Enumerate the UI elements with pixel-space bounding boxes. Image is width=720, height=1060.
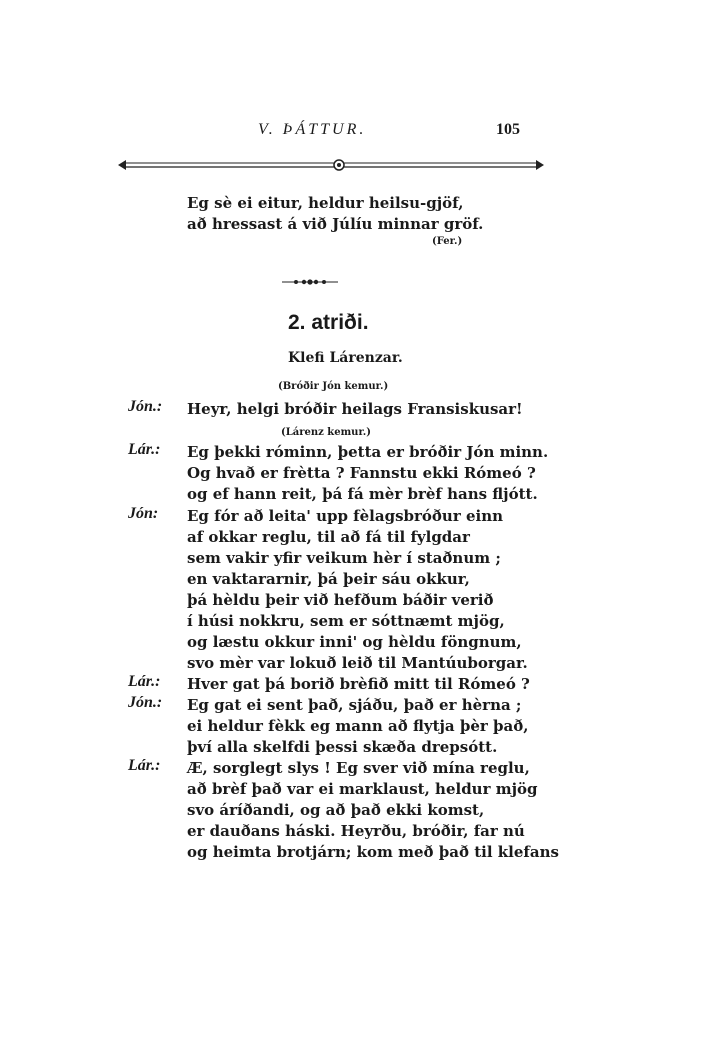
dialogue-line: svo mèr var lokuð leið til Mantúuborgar. <box>187 654 528 672</box>
dialogue-line: þá hèldu þeir við hefðum báðir verið <box>187 591 494 609</box>
scene-divider-ornament <box>282 278 338 286</box>
verse-line: Eg sè ei eitur, heldur heilsu-gjöf, <box>187 194 464 212</box>
page-number: 105 <box>496 121 520 138</box>
dialogue-line: svo áríðandi, og að það ekki komst, <box>187 801 485 819</box>
dialogue-line: ei heldur fèkk eg mann að flytja þèr það, <box>187 717 529 735</box>
dialogue-line: Æ, sorglegt slys ! Eg sver við mína reglu, <box>187 759 530 777</box>
dialogue-line: Eg gat ei sent það, sjáðu, það er hèrna ; <box>187 696 522 714</box>
dialogue-line: af okkar reglu, til að fá til fylgdar <box>187 528 470 546</box>
running-title: V. ÞÁTTUR. <box>258 121 367 138</box>
dialogue-line: Heyr, helgi bróðir heilags Fransiskusar! <box>187 400 523 418</box>
dialogue-line: er dauðans háski. Heyrðu, bróðir, far nú <box>187 822 525 840</box>
dialogue-line: sem vakir yfir veikum hèr í staðnum ; <box>187 549 501 567</box>
dialogue-line: Eg þekki róminn, þetta er bróðir Jón minn. <box>187 443 549 461</box>
header-rule-ornament <box>118 158 544 172</box>
dialogue-line: að brèf það var ei marklaust, heldur mjög <box>187 780 538 798</box>
scene-title: 2. atriði. <box>288 311 369 334</box>
dialogue-line: Eg fór að leita' upp fèlagsbróður einn <box>187 507 504 525</box>
speaker-label: Jón: <box>128 505 159 522</box>
speaker-label: Jón.: <box>128 694 163 711</box>
scene-setting: Klefi Lárenzar. <box>288 350 403 366</box>
dialogue-line: en vaktararnir, þá þeir sáu okkur, <box>187 570 470 588</box>
dialogue-line: því alla skelfdi þessi skæða drepsótt. <box>187 738 498 756</box>
verse-line: að hressast á við Júlíu minnar gröf. <box>187 215 484 233</box>
speaker-label: Jón.: <box>128 398 163 415</box>
dialogue-line: Og hvað er frètta ? Fannstu ekki Rómeó ? <box>187 464 536 482</box>
speaker-label: Lár.: <box>128 441 161 458</box>
speaker-label: Lár.: <box>128 757 161 774</box>
speaker-label: Lár.: <box>128 673 161 690</box>
dialogue-line: og læstu okkur inni' og hèldu föngnum, <box>187 633 522 651</box>
dialogue-line: í húsi nokkru, sem er sóttnæmt mjög, <box>187 612 505 630</box>
dialogue-line: og ef hann reit, þá fá mèr brèf hans fljótt. <box>187 485 538 503</box>
stage-direction-exit: (Fer.) <box>432 236 463 247</box>
stage-direction-entry: (Lárenz kemur.) <box>281 427 372 438</box>
dialogue-line: og heimta brotjárn; kom með það til klefans <box>187 843 559 861</box>
dialogue-line: Hver gat þá borið brèfið mitt til Rómeó ? <box>187 675 530 693</box>
stage-direction-entry: (Bróðir Jón kemur.) <box>278 381 389 392</box>
